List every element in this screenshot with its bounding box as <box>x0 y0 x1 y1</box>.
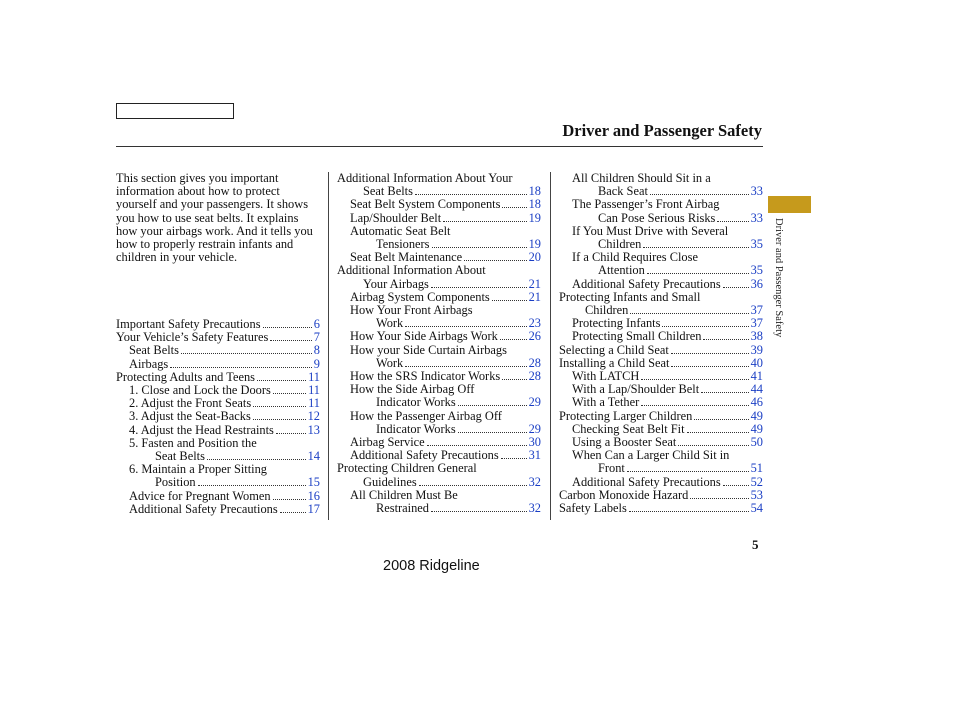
dot-leader <box>647 264 749 274</box>
toc-entry[interactable] <box>337 344 541 370</box>
toc-page-link[interactable]: 29 <box>528 395 541 410</box>
toc-page-link[interactable]: 50 <box>750 435 763 450</box>
toc-page-link[interactable]: 26 <box>528 329 541 344</box>
toc-page-link[interactable]: 33 <box>750 210 763 225</box>
toc-entry-label: Guidelines <box>363 474 417 489</box>
toc-page-link[interactable]: 46 <box>750 395 763 410</box>
dot-leader <box>431 502 527 512</box>
dot-leader <box>650 185 749 195</box>
toc-entry[interactable] <box>116 424 320 437</box>
toc-entry[interactable] <box>559 476 763 489</box>
toc-entry[interactable] <box>559 344 763 357</box>
toc-entry-label: With a Tether <box>572 395 640 410</box>
toc-page-link[interactable]: 28 <box>528 355 541 370</box>
toc-entry[interactable] <box>559 291 763 317</box>
toc-page-link[interactable]: 13 <box>307 422 320 437</box>
dot-leader <box>170 358 312 368</box>
toc-entry-label: Work <box>376 355 404 370</box>
dot-leader <box>694 410 748 420</box>
toc-entry[interactable] <box>116 490 320 503</box>
toc-entry-label: Airbag System Components <box>350 289 490 304</box>
dot-leader <box>629 502 749 512</box>
toc-entry[interactable] <box>337 489 541 515</box>
toc-entry[interactable] <box>337 172 541 198</box>
toc-entry-label: Protecting Infants <box>572 316 661 331</box>
footer-model: 2008 Ridgeline <box>383 558 480 574</box>
dot-leader <box>198 476 306 486</box>
toc-entry-line: When Can a Larger Child Sit in <box>572 448 730 463</box>
toc-page-link[interactable]: 31 <box>528 448 541 463</box>
dot-leader <box>641 396 748 406</box>
toc-page-link[interactable]: 18 <box>528 184 541 199</box>
toc-entry-line: 6. Maintain a Proper Sitting <box>129 462 268 477</box>
toc-page-link[interactable]: 19 <box>528 237 541 252</box>
toc-page-link[interactable]: 19 <box>528 210 541 225</box>
toc-entry-label: Using a Booster Seat <box>572 435 677 450</box>
title-rule <box>116 146 763 147</box>
toc-page-link[interactable]: 23 <box>528 316 541 331</box>
toc-entry[interactable] <box>116 503 320 516</box>
toc-entry-label: Front <box>598 461 625 476</box>
toc-entry[interactable] <box>116 437 320 463</box>
dot-leader <box>458 396 527 406</box>
toc-entry-label: Seat Belt Maintenance <box>350 250 463 265</box>
toc-entry-line: All Children Should Sit in a <box>572 171 711 185</box>
toc-entry-line: Protecting Children General <box>337 461 477 476</box>
toc-entry-line: Additional Information About Your <box>337 171 513 185</box>
toc-entry[interactable] <box>337 330 541 343</box>
dot-leader <box>419 476 527 486</box>
toc-entry-label: With a Lap/Shoulder Belt <box>572 382 700 397</box>
dot-leader <box>690 489 748 499</box>
toc-page-link[interactable]: 6 <box>313 317 320 331</box>
toc-page-link[interactable]: 30 <box>528 435 541 450</box>
toc-entry[interactable] <box>337 462 541 488</box>
toc-page-link[interactable]: 11 <box>308 383 320 398</box>
toc-entry[interactable] <box>116 463 320 489</box>
toc-page-link[interactable]: 32 <box>528 474 541 489</box>
toc-entry-label: 3. Adjust the Seat-Backs <box>129 409 251 424</box>
toc-page-link[interactable]: 35 <box>750 237 763 252</box>
toc-entry-line: The Passenger’s Front Airbag <box>572 197 720 212</box>
toc-entry-label: Additional Safety Precautions <box>350 448 499 463</box>
toc-entry[interactable] <box>559 449 763 475</box>
toc-page-link[interactable]: 18 <box>528 197 541 212</box>
toc-entry-label: Work <box>376 316 404 331</box>
toc-page-link[interactable]: 8 <box>313 343 320 358</box>
toc-entry-label: Position <box>155 475 196 490</box>
dot-leader <box>703 330 748 340</box>
toc-entry-line: How the Passenger Airbag Off <box>350 408 502 423</box>
dot-leader <box>273 490 306 500</box>
toc-entry-line: Automatic Seat Belt <box>350 223 451 238</box>
dot-leader <box>630 304 748 314</box>
toc-entry[interactable] <box>337 304 541 330</box>
toc-entry-label: Attention <box>598 263 645 278</box>
toc-entry-label: How the SRS Indicator Works <box>350 369 501 384</box>
toc-entry-label: Indicator Works <box>376 395 456 410</box>
toc-page-link[interactable]: 29 <box>528 421 541 436</box>
dot-leader <box>643 238 748 248</box>
toc-entry-line: Protecting Infants and Small <box>559 289 701 304</box>
toc-entry[interactable] <box>337 383 541 409</box>
dot-leader <box>257 371 306 381</box>
toc-entry[interactable] <box>559 330 763 343</box>
dot-leader <box>280 503 306 513</box>
dot-leader <box>207 450 306 460</box>
toc-entry[interactable] <box>337 225 541 251</box>
toc-column-2 <box>337 172 541 515</box>
toc-entry-label: Advice for Pregnant Women <box>129 488 271 503</box>
toc-entry-label: Selecting a Child Seat <box>559 342 669 357</box>
toc-page-link[interactable]: 53 <box>750 487 763 502</box>
toc-entry-line: If You Must Drive with Several <box>572 223 729 238</box>
toc-page-link[interactable]: 39 <box>750 342 763 357</box>
toc-entry-line: How Your Front Airbags <box>350 303 473 318</box>
dot-leader <box>687 423 749 433</box>
dot-leader <box>273 384 306 394</box>
toc-page-link[interactable]: 40 <box>750 355 763 370</box>
side-tab-label: Driver and Passenger Safety <box>773 218 784 338</box>
page-number: 5 <box>752 537 759 552</box>
dot-leader <box>253 410 306 420</box>
toc-entry-label: Safety Labels <box>559 501 627 516</box>
dot-leader <box>723 278 749 288</box>
toc-page-link[interactable]: 44 <box>750 382 763 397</box>
toc-column-1 <box>116 318 320 516</box>
toc-page-link[interactable]: 9 <box>313 356 320 371</box>
toc-entry-label: Airbags <box>129 356 169 371</box>
toc-page-link[interactable]: 35 <box>750 263 763 278</box>
intro-paragraph: This section gives you important information about how to protect yourself and your passengers. It shows you how to use seat belts. It explains how your airbags work. And it tells you how to properly restrain infants and children in your vehicle. <box>116 171 313 265</box>
toc-entry-label: Your Airbags <box>363 276 429 291</box>
toc-page-link[interactable]: 15 <box>307 475 320 490</box>
toc-entry-label: Additional Safety Precautions <box>572 276 721 291</box>
section-title: Driver and Passenger Safety <box>562 121 762 140</box>
dot-leader <box>405 317 526 327</box>
dot-leader <box>431 278 527 288</box>
toc-entry-label: Tensioners <box>376 237 430 252</box>
dot-leader <box>671 344 749 354</box>
toc-page-link[interactable]: 33 <box>750 184 763 199</box>
toc-entry[interactable] <box>337 198 541 211</box>
dot-leader <box>502 370 526 380</box>
toc-page-link[interactable]: 41 <box>750 369 763 384</box>
dot-leader <box>627 462 749 472</box>
column-divider-2 <box>550 172 551 520</box>
dot-leader <box>415 185 527 195</box>
dot-leader <box>492 291 527 301</box>
toc-entry-line: How the Side Airbag Off <box>350 382 475 397</box>
toc-entry-line: If a Child Requires Close <box>572 250 698 265</box>
toc-entry-label: Protecting Small Children <box>572 329 702 344</box>
toc-entry[interactable] <box>559 198 763 224</box>
toc-entry[interactable] <box>559 225 763 251</box>
toc-page-link[interactable]: 20 <box>528 250 541 265</box>
toc-page-link[interactable]: 14 <box>307 449 320 464</box>
toc-entry[interactable] <box>559 396 763 409</box>
dot-leader <box>641 370 748 380</box>
toc-page-link[interactable]: 36 <box>750 276 763 291</box>
toc-page-link[interactable]: 38 <box>750 329 763 344</box>
toc-entry[interactable] <box>116 358 320 371</box>
dot-leader <box>502 198 526 208</box>
toc-entry-label: Airbag Service <box>350 435 425 450</box>
toc-entry-label: 2. Adjust the Front Seats <box>129 396 252 411</box>
toc-page-link[interactable]: 12 <box>307 409 320 424</box>
toc-page-link[interactable]: 37 <box>750 303 763 318</box>
toc-entry-label: Seat Belts <box>363 184 413 199</box>
dot-leader <box>662 317 748 327</box>
toc-entry-line: 5. Fasten and Position the <box>129 435 257 450</box>
toc-entry-label: Protecting Adults and Teens <box>116 369 255 384</box>
toc-entry[interactable] <box>116 410 320 423</box>
dot-leader <box>500 330 527 340</box>
toc-page-link[interactable]: 28 <box>528 369 541 384</box>
toc-entry-label: Additional Safety Precautions <box>129 501 278 516</box>
toc-entry-label: Can Pose Serious Risks <box>598 210 716 225</box>
toc-page-link[interactable]: 21 <box>528 276 541 291</box>
toc-entry[interactable] <box>559 172 763 198</box>
toc-entry-label: Installing a Child Seat <box>559 355 670 370</box>
toc-entry-label: Indicator Works <box>376 421 456 436</box>
toc-entry[interactable] <box>337 410 541 436</box>
toc-page-link[interactable]: 52 <box>750 474 763 489</box>
toc-entry-label: How Your Side Airbags Work <box>350 329 498 344</box>
toc-entry[interactable] <box>559 251 763 277</box>
toc-page-link[interactable]: 21 <box>528 289 541 304</box>
toc-page-link[interactable]: 17 <box>307 501 320 516</box>
dot-leader <box>276 424 306 434</box>
toc-page-link[interactable]: 51 <box>750 461 763 476</box>
toc-page-link[interactable]: 49 <box>750 421 763 436</box>
dot-leader <box>501 449 527 459</box>
toc-entry-label: 1. Close and Lock the Doors <box>129 383 271 398</box>
toc-entry-label: 4. Adjust the Head Restraints <box>129 422 274 437</box>
toc-entry[interactable] <box>559 502 763 515</box>
section-tab-marker <box>768 196 811 213</box>
toc-entry-label: Children <box>585 303 629 318</box>
toc-page-link[interactable]: 54 <box>750 501 763 516</box>
toc-entry-label: Additional Safety Precautions <box>572 474 721 489</box>
dot-leader <box>270 331 311 341</box>
toc-entry-label: Important Safety Precautions <box>116 317 261 331</box>
toc-entry-label: Restrained <box>376 501 429 516</box>
header-blank-box <box>116 103 234 119</box>
dot-leader <box>432 238 527 248</box>
toc-entry-label: Protecting Larger Children <box>559 408 693 423</box>
dot-leader <box>443 212 526 222</box>
dot-leader <box>717 212 748 222</box>
dot-leader <box>405 357 526 367</box>
toc-entry-label: Seat Belts <box>129 343 179 358</box>
dot-leader <box>253 397 306 407</box>
toc-page-link[interactable]: 11 <box>308 369 320 384</box>
toc-page-link[interactable]: 7 <box>313 330 320 345</box>
dot-leader <box>263 318 312 328</box>
dot-leader <box>464 251 526 261</box>
toc-entry-label: Back Seat <box>598 184 648 199</box>
toc-entry-label: Seat Belts <box>155 449 205 464</box>
toc-entry-label: With LATCH <box>572 369 640 384</box>
toc-entry[interactable] <box>337 264 541 290</box>
toc-entry[interactable] <box>559 410 763 423</box>
toc-entry-label: Seat Belt System Components <box>350 197 501 212</box>
toc-page-link[interactable]: 49 <box>750 408 763 423</box>
toc-entry[interactable] <box>559 278 763 291</box>
dot-leader <box>701 383 748 393</box>
dot-leader <box>458 423 527 433</box>
toc-page-link[interactable]: 32 <box>528 501 541 516</box>
column-divider-1 <box>328 172 329 520</box>
toc-page-link[interactable]: 11 <box>308 396 320 411</box>
dot-leader <box>671 357 748 367</box>
toc-page-link[interactable]: 16 <box>307 488 320 503</box>
dot-leader <box>678 436 748 446</box>
toc-column-3 <box>559 172 763 515</box>
toc-entry-label: Your Vehicle’s Safety Features <box>116 330 269 345</box>
toc-entry-label: Carbon Monoxide Hazard <box>559 487 689 502</box>
toc-entry-label: Lap/Shoulder Belt <box>350 210 442 225</box>
toc-page-link[interactable]: 37 <box>750 316 763 331</box>
toc-entry[interactable] <box>337 212 541 225</box>
toc-entry-line: All Children Must Be <box>350 487 458 502</box>
toc-entry-label: Checking Seat Belt Fit <box>572 421 685 436</box>
toc-entry-label: Children <box>598 237 642 252</box>
toc-entry-line: Additional Information About <box>337 263 486 278</box>
dot-leader <box>427 436 527 446</box>
dot-leader <box>723 476 749 486</box>
dot-leader <box>181 344 312 354</box>
toc-entry[interactable] <box>116 344 320 357</box>
toc-entry-line: How your Side Curtain Airbags <box>350 342 507 357</box>
